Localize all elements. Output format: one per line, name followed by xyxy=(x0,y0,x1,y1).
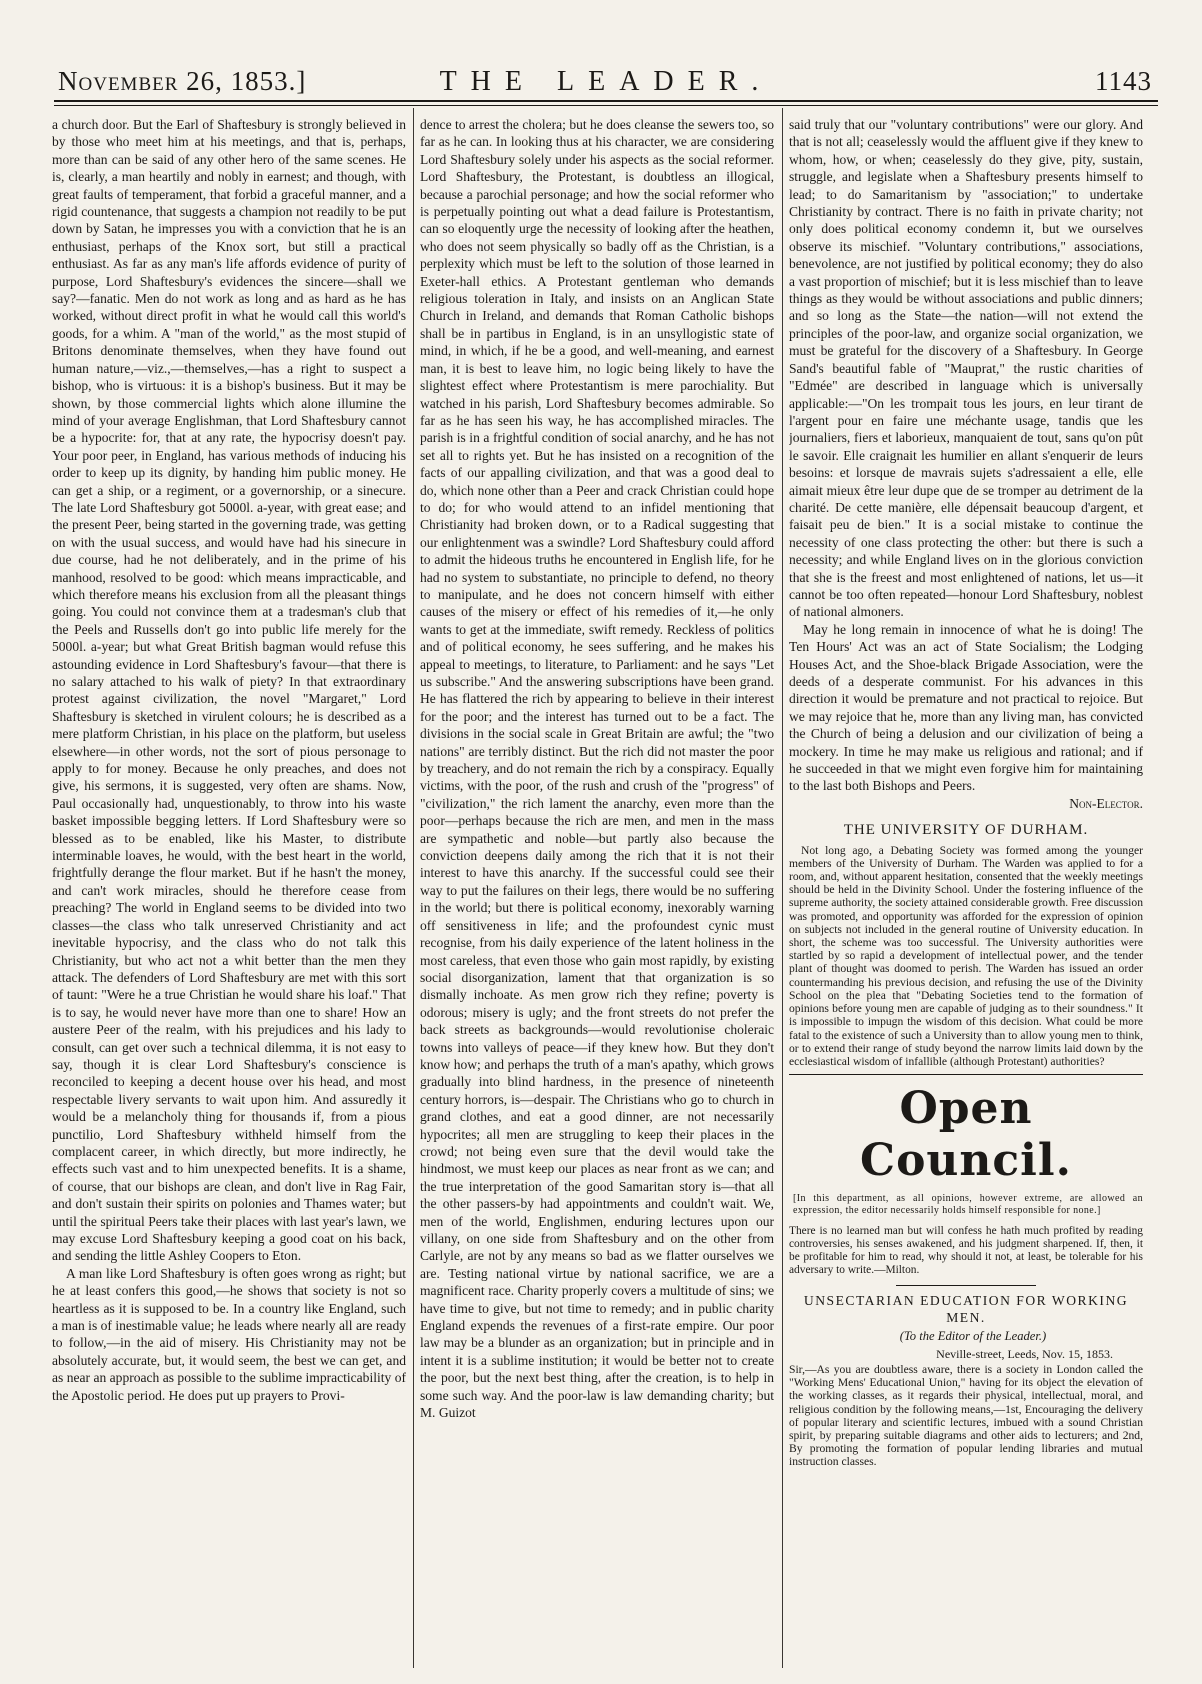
article-paragraph: May he long remain in innocence of what he is doing! The Ten Hours' Act was an act of State Socialism; the Lodging Houses Act, and the Shoe-black Brigade Association, were the deeds of a desperate communist. For his advances in this direction it would be premature and not practical to rejoice. But we may rejoice that he, more than any living man, has convicted the Church of being a delusion and our civilization of being a mockery. In time he may make us religious and rational; and if he succeeded in that we might even forgive him for maintaining to the last both Bishops and Peers. xyxy=(789,621,1143,794)
masthead-rule-thin xyxy=(54,105,1158,106)
letter-dateline: Neville-street, Leeds, Nov. 15, 1853. xyxy=(936,1346,1113,1361)
section-rule xyxy=(896,1285,1036,1286)
column-2 xyxy=(420,116,774,1666)
column-divider xyxy=(782,108,783,1668)
masthead xyxy=(54,66,1158,100)
article-paragraph: A man like Lord Shaftesbury is often goes wrong as right; but he at least confers this good,—he shows that society is not so heartless as it is supposed to be. In a country like England, such a man is of inestimable value; he leads where nearly all are ready to follow,—in the aid of misery. His Christianity may not be absolutely accurate, but, it would seem, the best we can get, and as near an approach as possible to the sublime impracticability of the Apostolic period. He does put up prayers to Provi- xyxy=(52,1265,406,1403)
column-divider xyxy=(413,108,414,1668)
page-number: 1143 xyxy=(1095,66,1152,96)
open-council-title: Open Council. xyxy=(860,1083,1072,1187)
article-paragraph: dence to arrest the cholera; but he does cleanse the sewers too, so far as he can. In looking thus at his character, we are considering Lord Shaftesbury solely under his aspects as the social reformer. Lord Shaftesbury, the Protestant, is doubtless an illogical, because a parochial personage; and how the social reformer who is perpetually pointing out what a dead failure is Protestantism, can so eloquently urge the necessity of looking after the heathen, who does not seem physically so badly off as the Christian, is a perplexity which must be left to the solution of those learned in Exeter-hall ethics. A Protestant gentleman who demands religious toleration in Italy, and insists on an Anglican State Church in Ireland, and demands that Roman Catholic bishops shall be in partibus in England, is in an unsyllogistic state of mind, in which, if he be a good, and well-meaning, and earnest man, it is best to leave him, no logic being likely to have the slightest effect where Protestantism is mere parochiality. But watched in his parish, Lord Shaftesbury becomes admirable. So far as he has seen his way, he has accomplished miracles. The parish is in a frightful condition of social anarchy, and he has not set all to rights yet. But he has insisted on a recognition of the facts of our appalling civilization, and that was a good deal to do, which none other than a Peer and crack Christian could hope to do; for who would attend to an infidel mentioning that Christianity had broken down, or to a Radical suggesting that our enlightenment was a swindle? Lord Shaftesbury could afford to admit the hideous truths he encountered in English life, for he had no system to substantiate, no principle to defend, no theory to manipulate, and he does not concern himself with either causes of the misery or effect of his remedies of it,—he only wants to get at the immediate, swift remedy. Reckless of politics and of political economy, he sees suffering, and he makes his appeal to meetings, to literature, to Parliament: and he says "Let us subscribe." And the answering subscriptions have been grand. He has flattered the rich by appearing to believe in their interest for the poor; and the interest has turned out to be a fact. The divisions in the social scale in Great Britain are awful; the "two nations" are terribly distinct. But the rich did not master the poor by treachery, and do not remain the rich by a conspiracy. Equally victims, with the poor, of the rush and crush of the "progress" of "civilization," the rich lament the anarchy, even more than the poor—perhaps because the rich are men, and men in the mass are sympathetic and noble—but partly also because the conviction deepens daily among the rich that it is not their interest to have this anarchy. If the successful could see their way to put the failures on their legs, there would be no suffering in the world; but there is political economy, inexorably warning off sensitiveness in life; and the profoundest cynic must recognise, from his daily experience of the latent holiness in the most careless, that even those who gain most rapidly, by existing social disorganization, lament that that organization is so dismally inchoate. As men grow rich they refine; poverty is odorous; misery is ugly; and the front streets do not prefer the back streets as backgrounds—would revolutionise choleraic towns into valleys of peace—if they knew how. But they don't know how; and perhaps the truth of a man's apathy, which grows gradually into blind hardness, in the presence of nineteenth century horrors, is—despair. The Christians who go to church in grand clothes, and eat a good dinner, are not necessarily hypocrites; all men are struggling to keep their places in the crowd; not being even sure that the devil would take the hindmost, we must keep our places as near front as we can; and the true interpretation of the good Samaritan story is—that all the other passers-by had appointments and couldn't wait. We, men of the world, Englishmen, enduring lectures upon our villany, on one side from Shaftesbury and on the other from Carlyle, are not by any means so bad as we flatter ourselves we are. Testing national virtue by national sacrifice, we are a magnificent race. Charity properly covers a multitude of sins; we have time to give, but not time to remedy; and in public charity England expends the revenues of a first-rate empire. Our poor law may be a blunder as an organization; but in principle and in intent it is a sublime institution; it would be better not to create the poor, but the next best thing, after the creation, is to help in some such way. And the poor-law is law demanding charity; but M. Guizot xyxy=(420,117,774,1421)
milton-motto: There is no learned man but will confess he hath much profited by reading controversies, his senses awakened, and his judgment sharpened. If, then, it be profitable for him to read, why should it not, at least, be tolerable for his adversary to write.—Milton. xyxy=(789,1225,1143,1277)
letter-body xyxy=(789,1363,1143,1469)
article-paragraph: a church door. But the Earl of Shaftesbury is strongly believed in by those who meet him at his meetings, and that is, perhaps, more than can be said of any other hero of the same scenes. He is, clearly, a man heartily and nobly in earnest; and though, with great faults of temperament, that forbid a graceful manner, and a rigid countenance, that suggests a champion not readily to be put down by Satan, he impresses you with a conviction that he is an enthusiast, perhaps of the Knox sort, but still a practical enthusiast. As far as any man's life affords evidence of purity of purpose, Lord Shaftesbury's evidences the sincere—shall we say?—fanatic. Men do not work as long and as hard as he has worked, without direct profit in what he would call this world's goods, for a whim. A "man of the world," as the most stupid of Britons denominate themselves, when they have found out human nature,—viz.,—themselves,—has a right to suspect a bishop, who is virtuous: it is a bishop's business. But it may be shown, by those commercial lights which alone illumine the mind of your average Englishman, that Lord Shaftesbury cannot be a hypocrite: for, that at any rate, the hypocrisy doesn't pay. Your poor peer, in England, has various methods of inducing his order to keep up its dignity, by handing him public money. He can get a ship, or a regiment, or a governorship, or a sinecure. The late Lord Shaftesbury got 5000l. a-year, with great ease; and the present Peer, being started in the governing trade, was getting on with the usual success, and would have had his sinecure in due course, had he not deliberately, and in the prime of his manhood, resolved to be good: which means impracticable, and which therefore means his exclusion from all the pleasant things going. You could not convince them at a tradesman's club that the Peels and Russells don't go into public life merely for the 5000l. a-year; but what Great British bagman would refuse this astounding evidence in Lord Shaftesbury's favour—that there is no salary attached to his walk of piety? In that extraordinary protest against civilization, the novel "Margaret," Lord Shaftesbury is sketched in virulent colours; he is described as a mere platform Christian, in his place on the platform, but useless elsewhere—in other words, not the sort of pious personage to apply to for money. Because he only preaches, and does not give, his sermons, it is suggested, very often are shams. Now, Paul occasionally had, unquestionably, to throw into his waste basket impossible begging letters. If Lord Shaftesbury were so blessed as to be enabled, like his Master, to distribute interminable loaves, he would, with the best heart in the world, frightfully derange the flour market. But if he hasn't the money, and can't work miracles, should he therefore cease from preaching? The world in England seems to be divided into two classes—the class who talk unreserved Christianity and act inevitable hypocrisy, and the class who do not talk this Christianity, but who act not a whit better than the men they attack. The defenders of Lord Shaftesbury are met with this sort of taunt: "Were he a true Christian he would share his loaf." That is to say, he would never have more than one to share! How an austere Peer of the realm, with his prejudices and his lady to consult, can get over such a technical dilemma, it is not easy to say, though it is clear Lord Shaftesbury's conscience is reconciled to keeping a decent house over his head, and most respectable livery servants to wait upon him. And assuredly it would be a melancholy thing for thousands if, from a pious punctilio, Lord Shaftesbury withheld himself from the complacent career, in which directly, but more indirectly, he effects such vast and to him unexpected benefits. It is a shame, of course, that our bishops are clean, and don't live in Rag Fair, and don't sustain their spirits on polonies and Thames water; but until the spiritual Peers take their places with last year's lawn, we may excuse Lord Shaftesbury keeping a good coat on his back, and sending the little Ashley Coopers to Eton. xyxy=(52,117,406,1264)
section-rule xyxy=(789,1074,1143,1075)
publication-title: THE LEADER. xyxy=(439,66,773,97)
article-paragraph: said truly that our "voluntary contributions" were our glory. And that is not all; ceaselessly would the affluent give if they knew to whom, how, or when; ceaselessly do they give, pity, sustain, struggle, and legislate when a Shaftesbury presents himself to lead; to do Samaritanism by "association;" to undertake Christianity by contract. There is no faith in private charity; not only does political economy condemn it, but we ourselves observe its mischief. "Voluntary contributions," associations, benevolence, are not justified by political economy; they do also a vast proportion of mischief; but it is less mischief than to leave things as they would be without associations and public dinners; and so long as the State—the nation—will not extend the principles of the poor-law, and organize social organization, we must be grateful for the discovery of a Shaftesbury. In George Sand's beautiful fable of "Mauprat," the rustic charities of "Edmée" are described in language which is universally applicable:—"On les trompait tous les jours, en leur tirant de l'argent pour en faire une méchante usage, tandis que les journaliers, fiers et laborieux, manquaient de tout, sans qu'on pût le savoir. Elle craignait les humilier en allant s'enquerir de leurs besoins: et lorsque de mavrais sujets s'adressaient a elle, elle aimait mieux être leur dupe que de se tromper au detriment de la charité. De cette manière, elle dépensait beaucoup d'argent, et faisait peu de bien." It is a social mistake to continue the necessity of one class protecting the other: but there is such a necessity; and while England lives on in the glorious conviction that she is the freest and most enlightened of nations, let us—it cannot be too often repeated—honour Lord Shaftesbury, noblest of national almoners. xyxy=(789,117,1143,620)
column-1 xyxy=(52,116,406,1666)
masthead-rule xyxy=(54,100,1158,102)
durham-article xyxy=(789,844,1143,1068)
issue-date: November 26, 1853.] xyxy=(58,66,307,96)
editorial-notice: [In this department, as all opinions, however extreme, are allowed an expression, the editor necessarily holds himself responsible for none.] xyxy=(793,1193,1143,1217)
column-3 xyxy=(789,116,1143,1666)
article-paragraph: Sir,—As you are doubtless aware, there is a society in London called the "Working Mens' Educational Union," having for its object the elevation of the working classes, as it regards their physical, intellectual, moral, and religious condition by the following means,—1st, Encouraging the delivery of popular literary and scientific lectures, imbued with a sound Christian spirit, by preparing suitable diagrams and other aids to lecturers; and 2nd, By promoting the formation of popular lending libraries and mutual instruction classes. xyxy=(789,1362,1143,1469)
section-heading-unsectarian: UNSECTARIAN EDUCATION FOR WORKING MEN. xyxy=(803,1293,1129,1326)
article-paragraph: Not long ago, a Debating Society was formed among the younger members of the University of Durham. The Warden was applied to for a room, and, without apparent hesitation, consented that the weekly meetings should be held in the Divinity School. Under the fostering influence of the supreme authority, the society attained considerable growth. Free discussion was promoted, and opportunity was afforded for the expression of opinion on subjects not included in the general routine of University education. In short, the scheme was too successful. The University authorities were startled by so rapid a development of intellectual power, and the tender plant of thought was doomed to perish. The Warden has issued an order countermanding his previous decision, and refusing the use of the Divinity School on the plea that "Debating Societies tend to the formation of opinions before young men are capable of judging as to their soundness." It is impossible to impugn the wisdom of this decision. What could be more fatal to the existence of such a University than to allow young men to think, or to extend their range of study beyond the narrow limits laid down by the ecclesiastical wisdom of infallible (although Protestant) authorities? xyxy=(789,843,1143,1068)
section-heading-durham: THE UNIVERSITY OF DURHAM. xyxy=(843,822,1089,839)
author-signature: Non-Elector. xyxy=(1069,795,1143,811)
to-editor-line: (To the Editor of the Leader.) xyxy=(899,1329,1047,1344)
